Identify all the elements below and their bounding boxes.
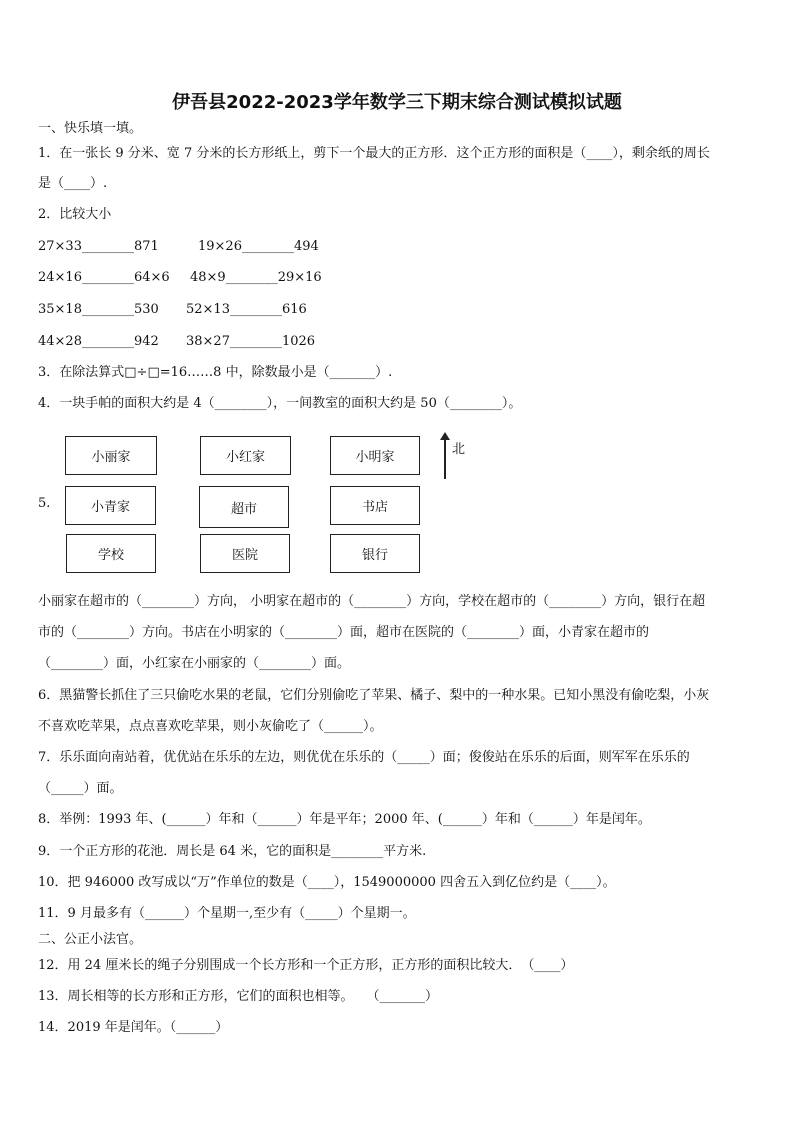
compare-left-3: 35×18________530 (38, 302, 159, 317)
section-heading-2: 二、公正小法官。 (38, 932, 143, 947)
compare-left-2: 24×16________64×6 (38, 270, 170, 285)
question-12: 12．用 24 厘米长的绳子分别围成一个长方形和一个正方形，正方形的面积比较大． （____） (38, 958, 574, 973)
compare-right-2: 48×9________29×16 (190, 270, 322, 285)
map-cell-bank: 银行 (330, 534, 420, 573)
map-cell-school: 学校 (66, 534, 156, 573)
question-4: 4．一块手帕的面积大约是 4（________），一间教室的面积大约是 50（________）。 (38, 396, 522, 411)
question-10: 10．把 946000 改写成以“万”作单位的数是（____），1549000000 四舍五入到亿位约是（____）。 (38, 875, 616, 890)
map-cell-bookstore: 书店 (330, 486, 420, 525)
map-cell-xiaoqing: 小青家 (65, 486, 156, 525)
question-6-line-1: 6．黑猫警长抓住了三只偷吃水果的老鼠，它们分别偷吃了苹果、橘子、梨中的一种水果。已知小黑没有偷吃梨，小灰 (38, 688, 710, 703)
question-7-line-2: （_____）面。 (38, 781, 123, 796)
north-arrow-icon (444, 437, 446, 479)
question-8: 8．举例：1993 年、(______）年和（______）年是平年；2000 年、(______）年和（______）年是闰年。 (38, 812, 651, 827)
compare-right-1: 19×26________494 (198, 239, 319, 254)
question-6-line-2: 不喜欢吃苹果，点点喜欢吃苹果，则小灰偷吃了（______）。 (38, 719, 383, 734)
question-13: 13．周长相等的长方形和正方形，它们的面积也相等。 （_______） (38, 989, 439, 1004)
question-1-line-2: 是（____）. (38, 176, 108, 191)
question-5-line-2: 市的（________）方向。书店在小明家的（________）面，超市在医院的（________）面，小青家在超市的 (38, 625, 650, 640)
question-2: 2．比较大小 (38, 207, 112, 222)
map-cell-xiaohong: 小红家 (200, 436, 291, 475)
page-title: 伊吾县2022-2023学年数学三下期末综合测试模拟试题 (172, 92, 622, 113)
compare-left-4: 44×28________942 (38, 334, 159, 349)
question-5-number: 5. (38, 496, 51, 511)
question-1-line-1: 1．在一张长 9 分米、宽 7 分米的长方形纸上，剪下一个最大的正方形．这个正方形的面积是（____），剩余纸的周长 (38, 146, 710, 161)
map-cell-xiaoli: 小丽家 (65, 436, 157, 475)
question-7-line-1: 7．乐乐面向南站着，优优站在乐乐的左边，则优优在乐乐的（_____）面；俊俊站在乐乐的后面，则军军在乐乐的 (38, 750, 690, 765)
section-heading-1: 一、快乐填一填。 (38, 121, 143, 136)
question-3: 3．在除法算式□÷□=16……8 中，除数最小是（_______）. (38, 365, 393, 380)
compare-right-3: 52×13________616 (186, 302, 307, 317)
question-5-line-3: （________）面，小红家在小丽家的（________）面。 (38, 656, 351, 671)
map-cell-xiaoming: 小明家 (330, 436, 420, 475)
map-cell-hospital: 医院 (200, 534, 290, 573)
compare-right-4: 38×27________1026 (186, 334, 316, 349)
map-cell-supermarket: 超市 (199, 486, 289, 528)
question-5-line-1: 小丽家在超市的（________）方向， 小明家在超市的（________）方向，学校在超市的（________）方向，银行在超 (38, 594, 706, 609)
question-14: 14．2019 年是闰年。（______） (38, 1020, 229, 1035)
question-11: 11．9 月最多有（______）个星期一,至少有（_____）个星期一。 (38, 906, 416, 921)
question-9: 9．一个正方形的花池．周长是 64 米，它的面积是________平方米. (38, 844, 427, 859)
north-label: 北 (452, 442, 466, 457)
compare-left-1: 27×33________871 (38, 239, 159, 254)
